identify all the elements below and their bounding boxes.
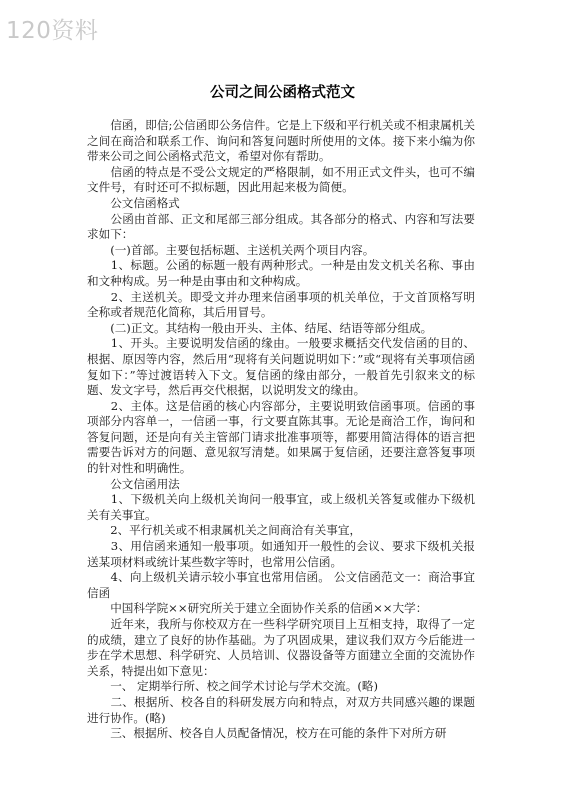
paragraph: 近年来，我所与你校双方在一些科学研究项目上互相支持，取得了一定的成绩，建立了良好的协作基础。为了巩固成果，建议我们双方今后能进一步在学术思想、科学研究、人员培训、仪器设备等方面建立全面的交流协作关系，特提出如下意见： xyxy=(87,617,475,678)
paragraph: 1、下级机关向上级机关询问一般事宜，或上级机关答复或催办下级机关有关事宜。 xyxy=(87,492,475,522)
paragraph: 二、根据所、校各自的科研发展方向和特点，对双方共同感兴趣的课题进行协作。(略) xyxy=(87,694,475,725)
section-heading: 公文信函用法 xyxy=(87,476,180,491)
paragraph: (一)首部。主要包括标题、主送机关两个项目内容。 xyxy=(87,242,375,257)
paragraph: 信函，即信;公信函即公务信件。它是上下级和平行机关或不相隶属机关之间在商洽和联系工作、询问和答复问题时所使用的文体。接下来小编为你带来公司之间公函格式范文，希望对你有帮助。 xyxy=(87,118,475,164)
paragraph: 中国科学院××研究所关于建立全面协作关系的信函××大学： xyxy=(87,601,428,616)
paragraph: 2、主体。这是信函的核心内容部分，主要说明致信函事项。信函的事项部分内容单一，一信函一事，行文要直陈其事。无论是商洽工作，询问和答复问题，还是向有关主管部门请求批准事项等，都要用简洁得体的语言把需要告诉对方的问题、意见叙写清楚。如果属于复信函，还要注意答复事项的针对性和明确性。 xyxy=(87,398,475,476)
paragraph: 2、平行机关或不相隶属机关之间商洽有关事宜， xyxy=(87,523,362,538)
paragraph: 2、主送机关。即受文并办理来信函事项的机关单位，于文首顶格写明全称或者规范化简称，其后用冒号。 xyxy=(87,289,475,320)
document-body xyxy=(87,118,475,742)
paragraph: 3、用信函来通知一般事项。如通知开一般性的会议、要求下级机关报送某项材料或统计某些数字等时，也常用公信函。 xyxy=(87,539,475,569)
paragraph: 信函的特点是不受公文规定的严格限制，如不用正式文件头，也可不编文件号，有时还可不拟标题，因此用起来极为简便。 xyxy=(87,164,475,195)
paragraph: 1、开头。主要说明发信函的缘由。一般要求概括交代发信函的目的、根据、原因等内容，然后用“现将有关问题说明如下：”或“现将有关事项信函复如下：”等过渡语转入下文。复信函的缘由部分，一般首先引叙来文的标题、发文字号，然后再交代根据，以说明发文的缘由。 xyxy=(87,336,475,398)
paragraph: 1、标题。公函的标题一般有两种形式。一种是由发文机关名称、事由和文种构成。另一种是由事由和文种构成。 xyxy=(87,258,475,288)
paragraph: (二)正文。其结构一般由开头、主体、结尾、结语等部分组成。 xyxy=(87,320,433,335)
page-title: 公司之间公函格式范文 xyxy=(210,84,355,101)
paragraph: 三、根据所、校各自人员配备情况，校方在可能的条件下对所方研 xyxy=(87,726,447,741)
paragraph: 4、向上级机关请示较小事宜也常用信函。 公文信函范文一：商洽事宜信函 xyxy=(87,570,475,600)
section-heading: 公文信函格式 xyxy=(87,195,180,210)
watermark: 120资料 xyxy=(6,18,99,44)
paragraph: 公函由首部、正文和尾部三部分组成。其各部分的格式、内容和写法要求如下： xyxy=(87,211,475,242)
paragraph: 一、 定期举行所、校之间学术讨论与学术交流。(略) xyxy=(87,679,378,694)
